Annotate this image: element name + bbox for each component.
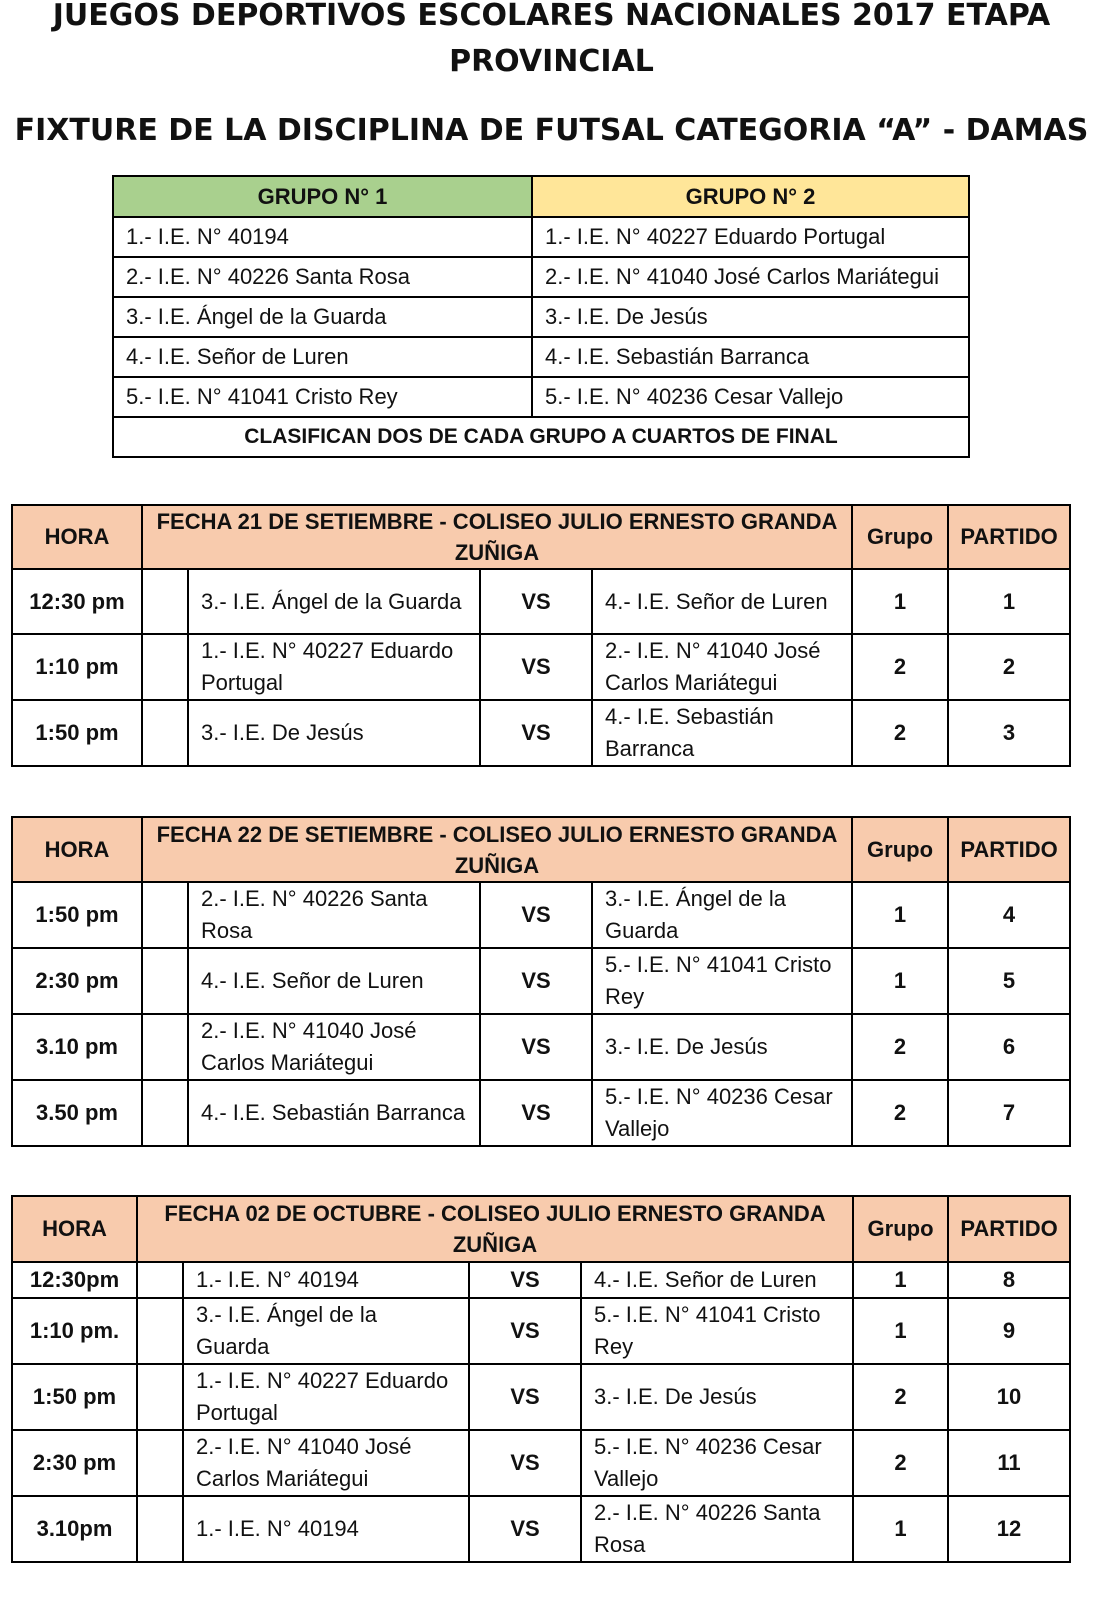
match-team-1: 2.- I.E. N° 41040 José Carlos Mariátegui — [188, 1014, 480, 1080]
partido-header: PARTIDO — [948, 817, 1070, 882]
match-row — [12, 1364, 1070, 1430]
match-team-1: 3.- I.E. De Jesús — [188, 700, 480, 766]
match-row — [12, 1496, 1070, 1562]
vs-label: VS — [480, 1014, 592, 1080]
hora-header: HORA — [12, 505, 142, 569]
match-hora: 1:10 pm. — [12, 1298, 137, 1364]
spacer-cell — [142, 882, 188, 948]
title-line-2: PROVINCIAL — [449, 44, 654, 79]
vs-label: VS — [469, 1496, 581, 1562]
hora-header: HORA — [12, 1196, 137, 1262]
match-hora: 1:50 pm — [12, 882, 142, 948]
vs-label: VS — [480, 1080, 592, 1146]
match-partido: 10 — [948, 1364, 1070, 1430]
match-hora: 1:50 pm — [12, 1364, 137, 1430]
grupo-header: Grupo — [852, 817, 948, 882]
match-partido: 2 — [948, 634, 1070, 700]
fixture-table-02-octubre — [11, 1195, 1071, 1563]
match-team-2: 2.- I.E. N° 41040 José Carlos Mariátegui — [592, 634, 852, 700]
match-team-2: 5.- I.E. N° 40236 Cesar Vallejo — [581, 1430, 853, 1496]
match-grupo: 1 — [852, 882, 948, 948]
match-partido: 5 — [948, 948, 1070, 1014]
spacer-cell — [142, 1014, 188, 1080]
group-1-header: GRUPO N° 1 — [113, 176, 532, 217]
match-grupo: 2 — [853, 1364, 948, 1430]
match-hora: 12:30pm — [12, 1262, 137, 1298]
vs-label: VS — [480, 882, 592, 948]
match-grupo: 1 — [853, 1262, 948, 1298]
match-hora: 2:30 pm — [12, 948, 142, 1014]
group-1-team: 2.- I.E. N° 40226 Santa Rosa — [113, 257, 532, 297]
spacer-cell — [142, 569, 188, 634]
partido-header: PARTIDO — [948, 505, 1070, 569]
group-1-team: 5.- I.E. N° 41041 Cristo Rey — [113, 377, 532, 417]
spacer-cell — [142, 1080, 188, 1146]
group-2-team: 3.- I.E. De Jesús — [532, 297, 969, 337]
match-row — [12, 882, 1070, 948]
match-hora: 3.10 pm — [12, 1014, 142, 1080]
match-hora: 1:50 pm — [12, 700, 142, 766]
match-team-2: 4.- I.E. Señor de Luren — [581, 1262, 853, 1298]
match-team-2: 5.- I.E. N° 41041 Cristo Rey — [581, 1298, 853, 1364]
match-grupo: 2 — [852, 1014, 948, 1080]
match-team-2: 5.- I.E. N° 41041 Cristo Rey — [592, 948, 852, 1014]
match-grupo: 2 — [852, 700, 948, 766]
match-team-1: 1.- I.E. N° 40194 — [183, 1496, 469, 1562]
vs-label: VS — [480, 634, 592, 700]
match-team-1: 1.- I.E. N° 40194 — [183, 1262, 469, 1298]
match-team-2: 4.- I.E. Señor de Luren — [592, 569, 852, 634]
fecha-header: FECHA 02 DE OCTUBRE - COLISEO JULIO ERNESTO GRANDA ZUÑIGA — [137, 1196, 853, 1262]
title-line-1: JUEGOS DEPORTIVOS ESCOLARES NACIONALES 2017 ETAPA — [52, 0, 1051, 33]
spacer-cell — [137, 1364, 183, 1430]
spacer-cell — [137, 1262, 183, 1298]
match-team-2: 2.- I.E. N° 40226 Santa Rosa — [581, 1496, 853, 1562]
match-team-2: 3.- I.E. De Jesús — [592, 1014, 852, 1080]
match-grupo: 1 — [852, 569, 948, 634]
match-team-1: 2.- I.E. N° 41040 José Carlos Mariátegui — [183, 1430, 469, 1496]
groups-footer-note: CLASIFICAN DOS DE CADA GRUPO A CUARTOS DE FINAL — [113, 417, 969, 457]
fixture-title: FIXTURE DE LA DISCIPLINA DE FUTSAL CATEGORIA “A” - DAMAS — [14, 113, 1089, 148]
match-team-2: 4.- I.E. Sebastián Barranca — [592, 700, 852, 766]
match-hora: 2:30 pm — [12, 1430, 137, 1496]
match-partido: 6 — [948, 1014, 1070, 1080]
match-grupo: 1 — [853, 1496, 948, 1562]
group-1-team: 1.- I.E. N° 40194 — [113, 217, 532, 257]
partido-header: PARTIDO — [948, 1196, 1070, 1262]
match-team-1: 3.- I.E. Ángel de la Guarda — [183, 1298, 469, 1364]
vs-label: VS — [469, 1430, 581, 1496]
match-row — [12, 1298, 1070, 1364]
match-row — [12, 1080, 1070, 1146]
vs-label: VS — [480, 700, 592, 766]
spacer-cell — [137, 1430, 183, 1496]
fixture-table-22-setiembre — [11, 816, 1071, 1147]
match-partido: 3 — [948, 700, 1070, 766]
group-2-team: 1.- I.E. N° 40227 Eduardo Portugal — [532, 217, 969, 257]
group-2-team: 4.- I.E. Sebastián Barranca — [532, 337, 969, 377]
group-1-team: 3.- I.E. Ángel de la Guarda — [113, 297, 532, 337]
match-grupo: 2 — [852, 634, 948, 700]
match-team-2: 3.- I.E. De Jesús — [581, 1364, 853, 1430]
match-hora: 1:10 pm — [12, 634, 142, 700]
match-hora: 3.10pm — [12, 1496, 137, 1562]
match-row — [12, 1014, 1070, 1080]
match-team-1: 1.- I.E. N° 40227 Eduardo Portugal — [188, 634, 480, 700]
match-partido: 8 — [948, 1262, 1070, 1298]
match-row — [12, 1262, 1070, 1298]
match-row — [12, 700, 1070, 766]
match-partido: 7 — [948, 1080, 1070, 1146]
match-hora: 12:30 pm — [12, 569, 142, 634]
fixture-table-21-setiembre — [11, 504, 1071, 767]
fecha-header: FECHA 22 DE SETIEMBRE - COLISEO JULIO ERNESTO GRANDA ZUÑIGA — [142, 817, 852, 882]
group-1-team: 4.- I.E. Señor de Luren — [113, 337, 532, 377]
match-grupo: 2 — [853, 1430, 948, 1496]
group-2-team: 5.- I.E. N° 40236 Cesar Vallejo — [532, 377, 969, 417]
match-partido: 9 — [948, 1298, 1070, 1364]
vs-label: VS — [469, 1262, 581, 1298]
spacer-cell — [137, 1496, 183, 1562]
spacer-cell — [142, 700, 188, 766]
match-team-1: 2.- I.E. N° 40226 Santa Rosa — [188, 882, 480, 948]
match-partido: 1 — [948, 569, 1070, 634]
group-2-header: GRUPO N° 2 — [532, 176, 969, 217]
match-grupo: 1 — [853, 1298, 948, 1364]
match-team-1: 4.- I.E. Señor de Luren — [188, 948, 480, 1014]
group-2-team: 2.- I.E. N° 41040 José Carlos Mariátegui — [532, 257, 969, 297]
match-team-2: 3.- I.E. Ángel de la Guarda — [592, 882, 852, 948]
match-team-1: 4.- I.E. Sebastián Barranca — [188, 1080, 480, 1146]
vs-label: VS — [469, 1364, 581, 1430]
fecha-header: FECHA 21 DE SETIEMBRE - COLISEO JULIO ERNESTO GRANDA ZUÑIGA — [142, 505, 852, 569]
vs-label: VS — [480, 569, 592, 634]
spacer-cell — [142, 634, 188, 700]
match-hora: 3.50 pm — [12, 1080, 142, 1146]
match-team-2: 5.- I.E. N° 40236 Cesar Vallejo — [592, 1080, 852, 1146]
match-team-1: 3.- I.E. Ángel de la Guarda — [188, 569, 480, 634]
match-grupo: 2 — [852, 1080, 948, 1146]
spacer-cell — [137, 1298, 183, 1364]
grupo-header: Grupo — [852, 505, 948, 569]
match-row — [12, 1430, 1070, 1496]
match-partido: 12 — [948, 1496, 1070, 1562]
groups-table — [112, 175, 970, 458]
match-team-1: 1.- I.E. N° 40227 Eduardo Portugal — [183, 1364, 469, 1430]
match-row — [12, 948, 1070, 1014]
match-grupo: 1 — [852, 948, 948, 1014]
match-partido: 11 — [948, 1430, 1070, 1496]
hora-header: HORA — [12, 817, 142, 882]
grupo-header: Grupo — [853, 1196, 948, 1262]
vs-label: VS — [469, 1298, 581, 1364]
match-partido: 4 — [948, 882, 1070, 948]
match-row — [12, 569, 1070, 634]
vs-label: VS — [480, 948, 592, 1014]
match-row — [12, 634, 1070, 700]
spacer-cell — [142, 948, 188, 1014]
